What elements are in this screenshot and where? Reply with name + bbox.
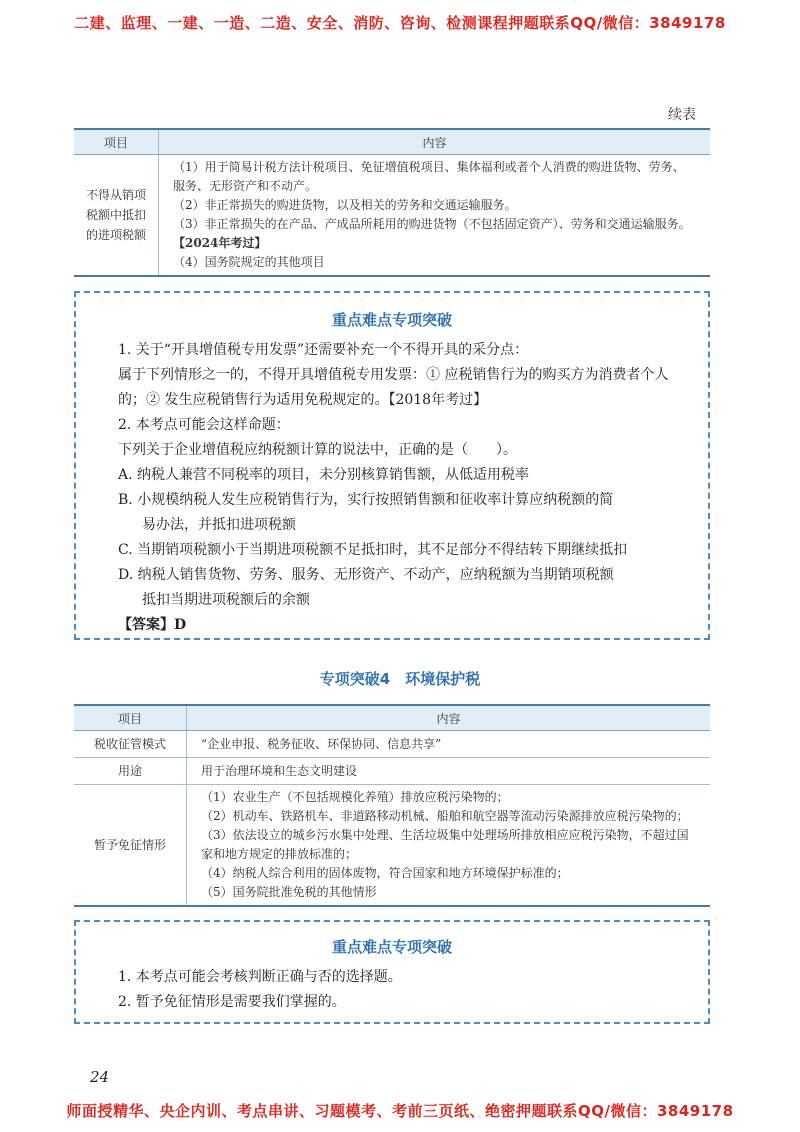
box-title: 重点难点专项突破 [331, 311, 452, 329]
paragraph: 1. 本考点可能会考核判断正确与否的选择题。 [118, 969, 402, 985]
deduction-table [74, 128, 710, 277]
key-points-box [74, 291, 710, 640]
table-row [74, 155, 710, 277]
column-header-item: 项目 [74, 129, 159, 155]
promo-banner-top: 二建、监理、一建、一造、二造、安全、消防、咨询、检测课程押题联系QQ/微信：3849178 [74, 14, 726, 32]
answer: 【答案】D [118, 617, 187, 633]
list-item: （2）非正常损失的购进货物，以及相关的劳务和交通运输服务。 [173, 198, 517, 212]
continued-label: 续表 [668, 107, 696, 123]
list-item: （5）国务院批准免税的其他情形 [201, 885, 377, 899]
row-content [159, 155, 711, 277]
option-text: 纳税人销售货物、劳务、服务、无形资产、不动产，应纳税额为当期销项税额 [137, 567, 614, 583]
row-label: 税收征管模式 [74, 731, 187, 758]
column-header-item: 项目 [74, 705, 187, 731]
option-text: 当期销项税额小于当期进项税额不足抵扣时，其不足部分不得结转下期继续抵扣 [137, 542, 628, 558]
option-letter: D. [118, 567, 134, 583]
option-b-continued: 易办法，并抵扣进项税额 [142, 517, 296, 533]
option-d-continued: 抵扣当期进项税额后的余额 [142, 592, 310, 608]
table-header-row [74, 129, 710, 155]
table-row [74, 731, 710, 758]
list-item: （3）非正常损失的在产品、产成品所耗用的购进货物（不包括固定资产）、劳务和交通运输服务。 [173, 217, 691, 231]
row-content [187, 785, 711, 907]
list-item: （1）农业生产（不包括规模化养殖）排放应税污染物的； [201, 790, 509, 804]
option-b [104, 488, 678, 513]
page-number: 24 [90, 1068, 110, 1086]
paragraph: 属于下列情形之一的，不得开具增值税专用发票：① 应税销售行为的购买方为消费者个人的；② 发生应税销售行为适用免税规定的。【2018年考过】 [118, 367, 669, 408]
box-title: 重点难点专项突破 [331, 938, 452, 956]
option-text: 纳税人兼营不同税率的项目，未分别核算销售额，从低适用税率 [137, 467, 530, 483]
exam-tag: 【2024年考过】 [173, 236, 267, 250]
table-row [74, 758, 710, 785]
row-label: 用途 [74, 758, 187, 785]
paragraph: 2. 本考点可能会这样命题： [118, 417, 290, 433]
option-a [104, 463, 678, 488]
row-content: 用于治理环境和生态文明建设 [187, 758, 711, 785]
env-tax-table [74, 704, 710, 907]
box-body [76, 338, 708, 638]
list-item: （3）依法设立的城乡污水集中处理、生活垃圾集中处理场所排放相应应税污染物，不超过国家和地方规定的排放标准的； [201, 828, 689, 861]
option-c [104, 538, 678, 563]
section-title: 专项突破4 环境保护税 [319, 670, 481, 688]
paragraph: 1. 关于“开具增值税专用发票”还需要补充一个不得开具的采分点： [118, 342, 529, 358]
column-header-content: 内容 [159, 129, 711, 155]
list-item: （2）机动车、铁路机车、非道路移动机械、船舶和航空器等流动污染源排放应税污染物的； [201, 809, 689, 823]
row-label: 不得从销项税额中抵扣的进项税额 [74, 155, 159, 277]
list-item: （1）用于简易计税方法计税项目、免征增值税项目、集体福利或者个人消费的购进货物、劳务、服务、无形资产和不动产。 [173, 160, 685, 193]
key-points-box-2 [74, 920, 710, 1024]
option-d [104, 563, 678, 588]
box-body [76, 965, 708, 1015]
row-content: “企业申报、税务征收、环保协同、信息共享” [187, 731, 711, 758]
list-item: （4）纳税人综合利用的固体废物，符合国家和地方环境保护标准的； [201, 866, 569, 880]
promo-banner-bottom: 师面授精华、央企内训、考点串讲、习题模考、考前三页纸、绝密押题联系QQ/微信：3849178 [66, 1102, 734, 1120]
column-header-content: 内容 [187, 705, 711, 731]
option-letter: C. [118, 542, 133, 558]
table-header-row [74, 705, 710, 731]
paragraph: 2. 暂予免征情形是需要我们掌握的。 [118, 994, 346, 1010]
table-row [74, 785, 710, 907]
option-letter: B. [118, 492, 133, 508]
list-item: （4）国务院规定的其他项目 [173, 255, 325, 269]
row-label: 暂予免征情形 [74, 785, 187, 907]
question-stem: 下列关于企业增值税应纳税额计算的说法中，正确的是（ ）。 [118, 442, 517, 458]
option-letter: A. [118, 467, 133, 483]
option-text: 小规模纳税人发生应税销售行为，实行按照销售额和征收率计算应纳税额的简 [137, 492, 614, 508]
